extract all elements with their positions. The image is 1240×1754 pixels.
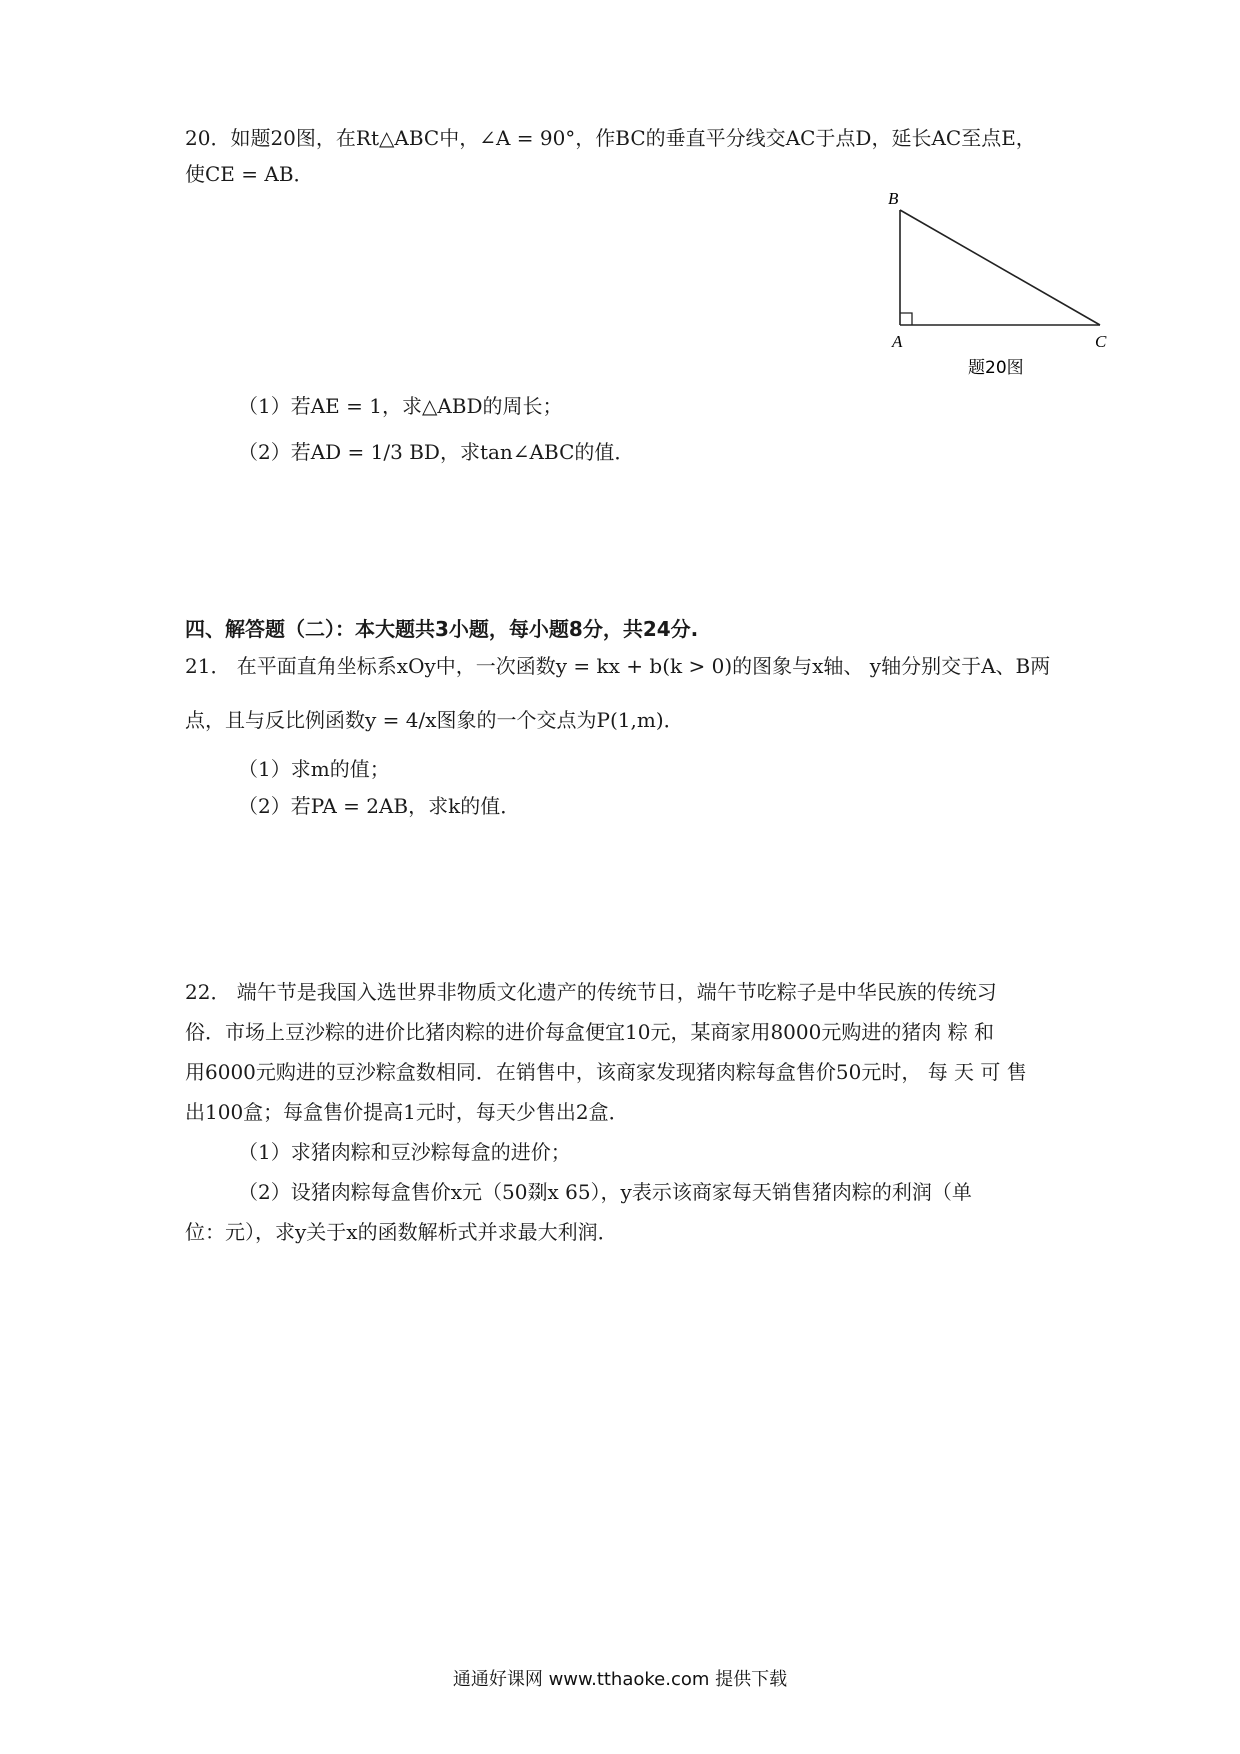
q22-line5: 位：元），求y关于x的函数解析式并求最大利润． — [185, 1220, 618, 1244]
q22-sub2: （2）设猪肉粽每盒售价x元（50剟x 65），y表示该商家每天销售猪肉粽的利润（单 — [238, 1180, 972, 1204]
footer-source: 通通好课网 www.tthaoke.com 提供下载 — [452, 1669, 788, 1690]
q20-triangle-figure — [880, 190, 1130, 380]
figure-label-a: A — [892, 332, 903, 351]
figure-label-c: C — [1095, 332, 1107, 351]
q20-sub1: （1）若AE = 1，求△ABD的周长； — [238, 394, 563, 418]
section4-heading: 四、解答题（二）：本大题共3小题，每小题8分，共24分. — [185, 617, 699, 641]
q20-sub2: （2）若AD = 1/3 BD，求tan∠ABC的值． — [238, 440, 635, 464]
q22-line4: 出100盒；每盒售价提高1元时，每天少售出2盒． — [185, 1100, 629, 1124]
q22-line1: 22． 端午节是我国入选世界非物质文化遗产的传统节日，端午节吃粽子是中华民族的传统习 — [185, 980, 997, 1004]
q21-line1: 21． 在平面直角坐标系xOy中，一次函数y = kx + b(k > 0)的图象与x轴、 y轴分别交于A、B两 — [185, 654, 1051, 678]
figure-label-b: B — [888, 190, 899, 208]
q22-sub1: （1）求猪肉粽和豆沙粽每盒的进价； — [238, 1140, 571, 1164]
q22-line3: 用6000元购进的豆沙粽盒数相同．在销售中，该商家发现猪肉粽每盒售价50元时， 每 天 可 售 — [185, 1060, 1027, 1084]
q20-line2: 使CE = AB． — [185, 162, 314, 186]
figure-caption: 题20图 — [968, 358, 1024, 378]
q21-sub2: （2）若PA = 2AB，求k的值． — [238, 794, 521, 818]
q21-sub1: （1）求m的值； — [238, 757, 390, 781]
q21-line2: 点，且与反比例函数y = 4/x图象的一个交点为P(1,m)． — [185, 708, 684, 732]
q22-line2: 俗．市场上豆沙粽的进价比猪肉粽的进价每盒便宜10元，某商家用8000元购进的猪肉 粽 和 — [185, 1020, 995, 1044]
q20-line1: 20．如题20图，在Rt△ABC中，∠A = 90°，作BC的垂直平分线交AC于点D，延长AC至点E， — [185, 126, 1036, 150]
